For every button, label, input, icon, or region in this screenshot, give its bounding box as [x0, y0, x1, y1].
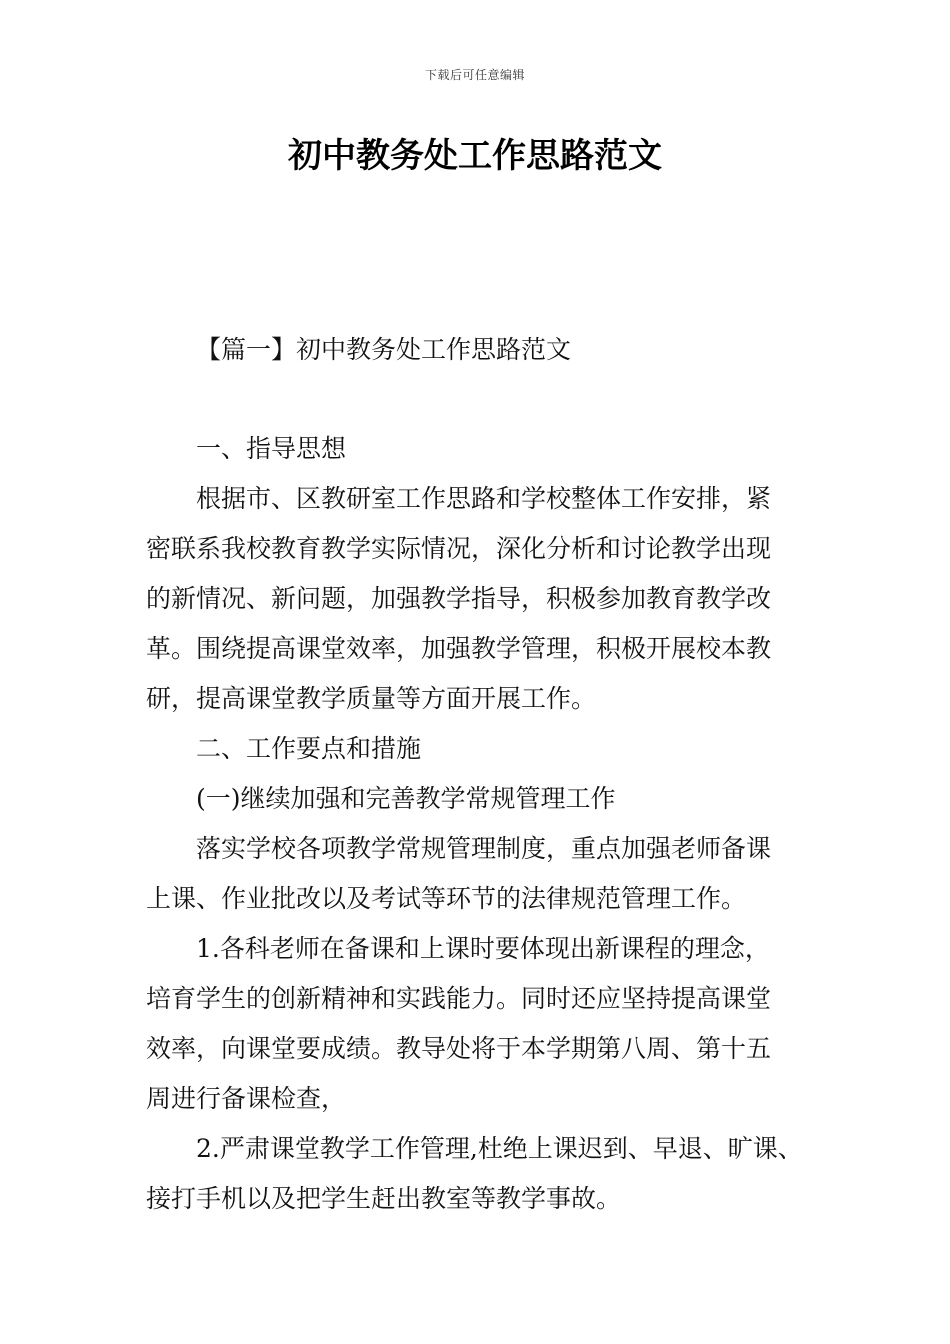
- paragraph-heading-1: [146, 424, 816, 474]
- text-line: 二、工作要点和措施: [196, 734, 422, 763]
- text-line: 研，提高课堂教学质量等方面开展工作。: [146, 684, 597, 713]
- text-line: (一)继续加强和完善教学常规管理工作: [196, 784, 616, 813]
- paragraph-heading-2: [146, 724, 816, 774]
- text-line: 培育学生的创新精神和实践能力。同时还应坚持提高课堂: [146, 984, 772, 1013]
- section-title: 【篇一】初中教务处工作思路范文: [196, 335, 572, 364]
- text-line: 密联系我校教育教学实际情况，深化分析和讨论教学出现: [146, 534, 772, 563]
- text-line: 上课、作业批改以及考试等环节的法律规范管理工作。: [146, 884, 747, 913]
- paragraph-item-2: [146, 1124, 816, 1224]
- text-line: 革。围绕提高课堂效率，加强教学管理，积极开展校本教: [146, 634, 772, 663]
- document-body: [146, 424, 816, 1224]
- paragraph-item-1: [146, 924, 816, 1124]
- paragraph-subheading-1: [146, 774, 816, 824]
- text-line: 的新情况、新问题，加强教学指导，积极参加教育教学改: [146, 584, 772, 613]
- text-line: 接打手机以及把学生赶出教室等教学事故。: [146, 1184, 622, 1213]
- text-line: 效率，向课堂要成绩。教导处将于本学期第八周、第十五: [146, 1034, 772, 1063]
- paragraph-routine-management: [146, 824, 816, 924]
- header-note: 下载后可任意编辑: [424, 68, 525, 82]
- text-line: 根据市、区教研室工作思路和学校整体工作安排，紧: [196, 484, 772, 513]
- text-line: 1.各科老师在备课和上课时要体现出新课程的理念，: [196, 934, 770, 963]
- text-line: 一、指导思想: [196, 434, 347, 463]
- text-line: 周进行备课检查，: [146, 1084, 347, 1113]
- text-line: 2.严肃课堂教学工作管理,杜绝上课迟到、早退、旷课、: [196, 1134, 803, 1163]
- document-title: 初中教务处工作思路范文: [288, 136, 662, 176]
- paragraph-guiding-thought: [146, 474, 816, 724]
- text-line: 落实学校各项教学常规管理制度，重点加强老师备课: [196, 834, 772, 863]
